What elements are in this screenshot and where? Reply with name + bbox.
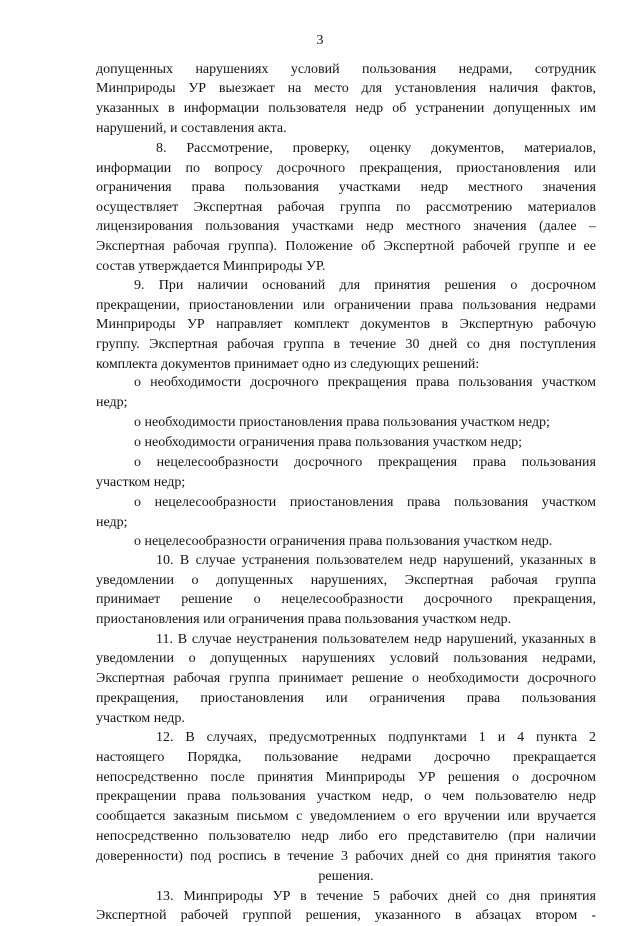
text-line: недр; bbox=[96, 395, 128, 410]
text-line: непосредственно после принятия Минприроды УР решения о досрочном bbox=[96, 770, 596, 785]
text-line: о нецелесообразности приостановления права пользования участком bbox=[134, 495, 596, 510]
text-line: допущенных нарушениях условий пользования недрами, сотрудник bbox=[96, 62, 596, 77]
text-line: информации по вопросу досрочного прекращения, приостановления или bbox=[96, 161, 596, 176]
text-line: непосредственно пользователю недр либо его представителю (при наличии bbox=[96, 829, 596, 844]
text-line: лицензирования пользования участками недр местного значения (далее – bbox=[96, 219, 596, 234]
text-line: 12. В случаях, предусмотренных подпунктами 1 и 4 пункта 2 bbox=[156, 730, 596, 745]
text-line: принимает решение о нецелесообразности досрочного прекращения, bbox=[96, 592, 596, 607]
text-line: состав утверждается Минприроды УР. bbox=[96, 259, 326, 274]
text-line: нарушений, и составления акта. bbox=[96, 121, 287, 136]
text-line: настоящего Порядка, пользование недрами досрочно прекращается bbox=[96, 750, 596, 765]
text-line: недр; bbox=[96, 515, 128, 530]
text-line: ограничения права пользования участками недр местного значения bbox=[96, 180, 596, 195]
text-line: прекращении, приостановлении или ограничении права пользования недрами bbox=[96, 298, 596, 313]
text-line: прекращения, приостановления или ограничения права пользования bbox=[96, 691, 596, 706]
text-line: сообщается заказным письмом с уведомлением о его вручении или вручается bbox=[96, 809, 596, 824]
text-line: Экспертная рабочая группа). Положение об Экспертной рабочей группе и ее bbox=[96, 239, 596, 254]
text-line: 11. В случае неустранения пользователем недр нарушений, указанных в bbox=[156, 632, 596, 647]
text-line: осуществляет Экспертная рабочая группа по рассмотрению материалов bbox=[96, 200, 596, 215]
text-line: приостановления или ограничения права пользования участком недр. bbox=[96, 612, 512, 627]
text-line: прекращении права пользования участком недр, о чем пользователю недр bbox=[96, 789, 596, 804]
text-line: доверенности) под роспись в течение 3 рабочих дней со дня принятия такого bbox=[96, 849, 596, 864]
text-line: 13. Минприроды УР в течение 5 рабочих дней со дня принятия bbox=[156, 889, 596, 904]
text-line: указанных в информации пользователя недр об устранении допущенных им bbox=[96, 101, 596, 116]
text-line: Экспертная рабочая группа принимает решение о необходимости досрочного bbox=[96, 671, 596, 686]
page-number: 3 bbox=[316, 33, 324, 48]
text-line: участком недр; bbox=[96, 475, 186, 490]
text-line: 9. При наличии оснований для принятия решения о досрочном bbox=[134, 278, 596, 293]
text-line: 10. В случае устранения пользователем недр нарушений, указанных в bbox=[156, 553, 596, 568]
text-line: о необходимости досрочного прекращения права пользования участком bbox=[134, 375, 596, 390]
text-line: о нецелесообразности ограничения права пользования участком недр. bbox=[134, 534, 553, 549]
text-line: решения. bbox=[318, 869, 374, 884]
text-line: группу. Экспертная рабочая группа в течение 30 дней со дня поступления bbox=[96, 337, 596, 352]
text-line: о необходимости ограничения права пользования участком недр; bbox=[134, 435, 522, 450]
text-line: о нецелесообразности досрочного прекращения права пользования bbox=[134, 455, 596, 470]
text-line: Экспертной рабочей группой решения, указанного в абзацах втором - bbox=[96, 908, 596, 923]
text-line: уведомлении о допущенных нарушениях, Экспертная рабочая группа bbox=[96, 573, 596, 588]
text-line: участком недр. bbox=[96, 711, 185, 726]
text-line: комплекта документов принимает одно из следующих решений: bbox=[96, 357, 480, 372]
text-line: Минприроды УР выезжает на место для установления наличия фактов, bbox=[96, 81, 596, 96]
text-line: о необходимости приостановления права пользования участком недр; bbox=[134, 415, 550, 430]
text-line: 8. Рассмотрение, проверку, оценку документов, материалов, bbox=[156, 141, 596, 156]
text-line: уведомлении о допущенных нарушениях условий пользования недрами, bbox=[96, 651, 596, 666]
text-line: Минприроды УР направляет комплект документов в Экспертную рабочую bbox=[96, 317, 596, 332]
